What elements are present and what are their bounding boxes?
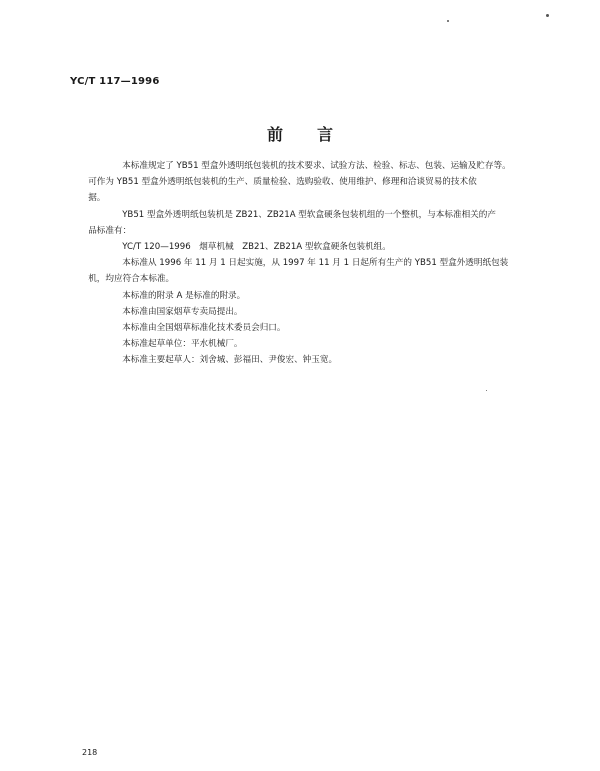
text-line: 本标准的附录 A 是标准的附录。: [122, 290, 246, 301]
text-line: 机，均应符合本标准。: [88, 274, 175, 285]
text-line: 可作为 YB51 型盒外透明纸包装机的生产、质量检验、选购验收、使用维护、修理和洽谈贸易的技术依: [88, 177, 477, 188]
scan-speck: [447, 20, 449, 22]
title-char-1: 前: [266, 125, 283, 144]
paragraph-drafters: [88, 352, 518, 368]
text-line: 本标准规定了 YB51 型盒外透明纸包装机的技术要求、试验方法、检验、标志、包装、运输及贮存等。: [122, 161, 511, 171]
text-line: YB51 型盒外透明纸包装机是 ZB21、ZB21A 型软盒硬条包装机组的一个整机，与本标准相关的产: [122, 209, 496, 220]
paragraph-appendix: [88, 288, 518, 304]
paragraph-effective-date: [88, 255, 518, 287]
page-number: 218: [82, 748, 98, 757]
text-line: 本标准由国家烟草专卖局提出。: [122, 306, 243, 317]
standard-code: YC/T 117—1996: [70, 76, 160, 87]
scan-speck: [546, 14, 549, 17]
page-title: [0, 122, 600, 145]
text-line: 本标准起草单位：平水机械厂。: [122, 339, 243, 350]
text-line: YC/T 120—1996 烟草机械 ZB21、ZB21A 型软盒硬条包装机组。: [122, 242, 391, 253]
text-line: 据。: [88, 193, 106, 204]
text-line: 品标准有：: [88, 225, 132, 236]
scan-speck: [486, 390, 487, 391]
paragraph-drafting-unit: [88, 336, 518, 352]
text-line: 本标准从 1996 年 11 月 1 日起实施，从 1997 年 11 月 1 日起所有生产的 YB51 型盒外透明纸包装: [122, 258, 509, 269]
text-line: 本标准由全国烟草标准化技术委员会归口。: [122, 323, 286, 334]
paragraph-committee: [88, 320, 518, 336]
paragraph-related-standard: [88, 239, 518, 255]
paragraph-related: [88, 207, 518, 239]
paragraph-proposer: [88, 304, 518, 320]
paragraph-scope: [88, 158, 518, 207]
title-char-2: 言: [317, 125, 334, 144]
foreword-body: [88, 158, 518, 369]
text-line: 本标准主要起草人：刘舍城、彭福田、尹俊宏、钟玉宽。: [122, 355, 338, 366]
